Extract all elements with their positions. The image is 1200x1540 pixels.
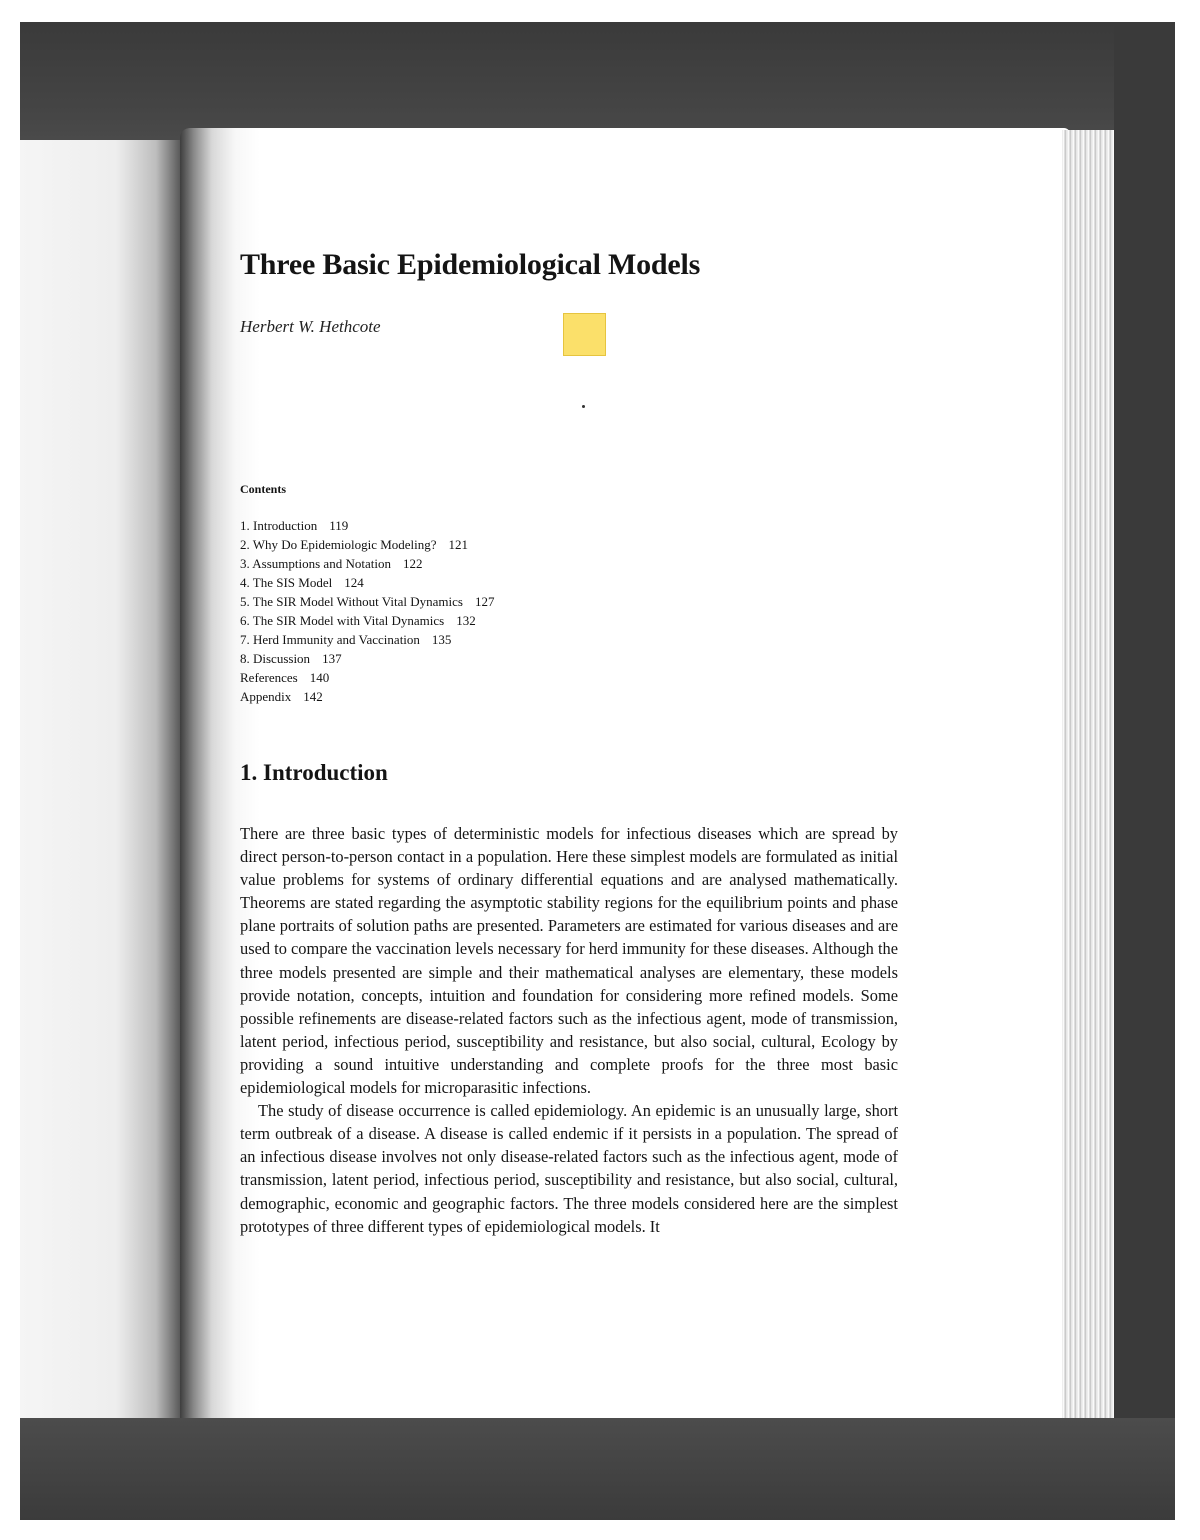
scan-right-shadow bbox=[1114, 22, 1175, 1520]
scan-speck bbox=[582, 405, 585, 408]
toc-item-page: 132 bbox=[456, 613, 476, 628]
toc-item-page: 124 bbox=[344, 575, 364, 590]
toc-item-label: 6. The SIR Model with Vital Dynamics bbox=[240, 613, 445, 628]
section-body bbox=[240, 822, 898, 1238]
toc-item-page: 140 bbox=[309, 670, 330, 685]
toc-item-label: 1. Introduction bbox=[240, 518, 318, 533]
toc-item-label: Appendix bbox=[240, 689, 292, 704]
chapter-title: Three Basic Epidemiological Models bbox=[240, 248, 701, 281]
paragraph: There are three basic types of deterministic models for infectious diseases which are spread by direct person-to-person contact in a population. Here these simplest models are formulated as initial value problems for systems of ordinary differential equations and are analysed mathematically. Theorems are stated regarding the asymptotic stability regions for the equilibrium points and phase plane portraits of solution paths are presented. Parameters are estimated for various diseases and are used to compare the vaccination levels necessary for herd immunity for these diseases. Although the three models presented are simple and their mathematical analyses are elementary, these models provide notation, concepts, intuition and foundation for considering more refined models. Some possible refinements are disease-related factors such as the infectious agent, mode of transmission, latent period, infectious period, susceptibility and resistance, but also social, cultural, Ecology by providing a sound intuitive understanding and complete proofs for the three most basic epidemiological models for microparasitic infections. bbox=[240, 824, 898, 1098]
section-heading-introduction: 1. Introduction bbox=[240, 760, 388, 785]
toc-item bbox=[240, 535, 494, 554]
toc-item-label: 2. Why Do Epidemiologic Modeling? bbox=[240, 537, 437, 552]
toc-item bbox=[240, 668, 494, 687]
toc-item bbox=[240, 687, 494, 706]
toc-item-page: 137 bbox=[322, 651, 342, 666]
scan-bottom-shadow bbox=[20, 1418, 1175, 1520]
toc-item-label: References bbox=[240, 670, 298, 685]
table-of-contents bbox=[240, 516, 494, 706]
toc-item-label: 8. Discussion bbox=[240, 651, 311, 666]
toc-item bbox=[240, 630, 494, 649]
contents-heading: Contents bbox=[240, 482, 287, 496]
toc-item bbox=[240, 649, 494, 668]
toc-item-page: 122 bbox=[402, 556, 423, 571]
toc-item bbox=[240, 516, 494, 535]
toc-item-page: 121 bbox=[448, 537, 469, 552]
facing-page-edge bbox=[20, 140, 180, 1418]
toc-item-page: 142 bbox=[303, 689, 323, 704]
chapter-author: Herbert W. Hethcote bbox=[240, 317, 381, 336]
toc-item-label: 7. Herd Immunity and Vaccination bbox=[240, 632, 420, 647]
toc-item-label: 5. The SIR Model Without Vital Dynamics bbox=[240, 594, 463, 609]
sticky-note-marker bbox=[563, 313, 606, 356]
toc-item bbox=[240, 573, 494, 592]
toc-item-page: 135 bbox=[431, 632, 452, 647]
page-stack-edge bbox=[1062, 130, 1114, 1422]
toc-item bbox=[240, 554, 494, 573]
paragraph: The study of disease occurrence is called epidemiology. An epidemic is an unusually large, short term outbreak of a disease. A disease is called endemic if it persists in a population. The spread of an infectious disease involves not only disease-related factors such as the infectious agent, mode of transmission, latent period, infectious period, susceptibility and resistance, but also social, cultural, demographic, economic and geographic factors. The three models considered here are the simplest prototypes of three different types of epidemiological models. It bbox=[240, 1101, 898, 1236]
toc-item-page: 127 bbox=[474, 594, 495, 609]
toc-item bbox=[240, 592, 494, 611]
toc-item-page: 119 bbox=[329, 518, 349, 533]
scan-top-shadow bbox=[20, 22, 1175, 140]
toc-item-label: 4. The SIS Model bbox=[240, 575, 333, 590]
toc-item bbox=[240, 611, 494, 630]
toc-item-label: 3. Assumptions and Notation bbox=[240, 556, 391, 571]
